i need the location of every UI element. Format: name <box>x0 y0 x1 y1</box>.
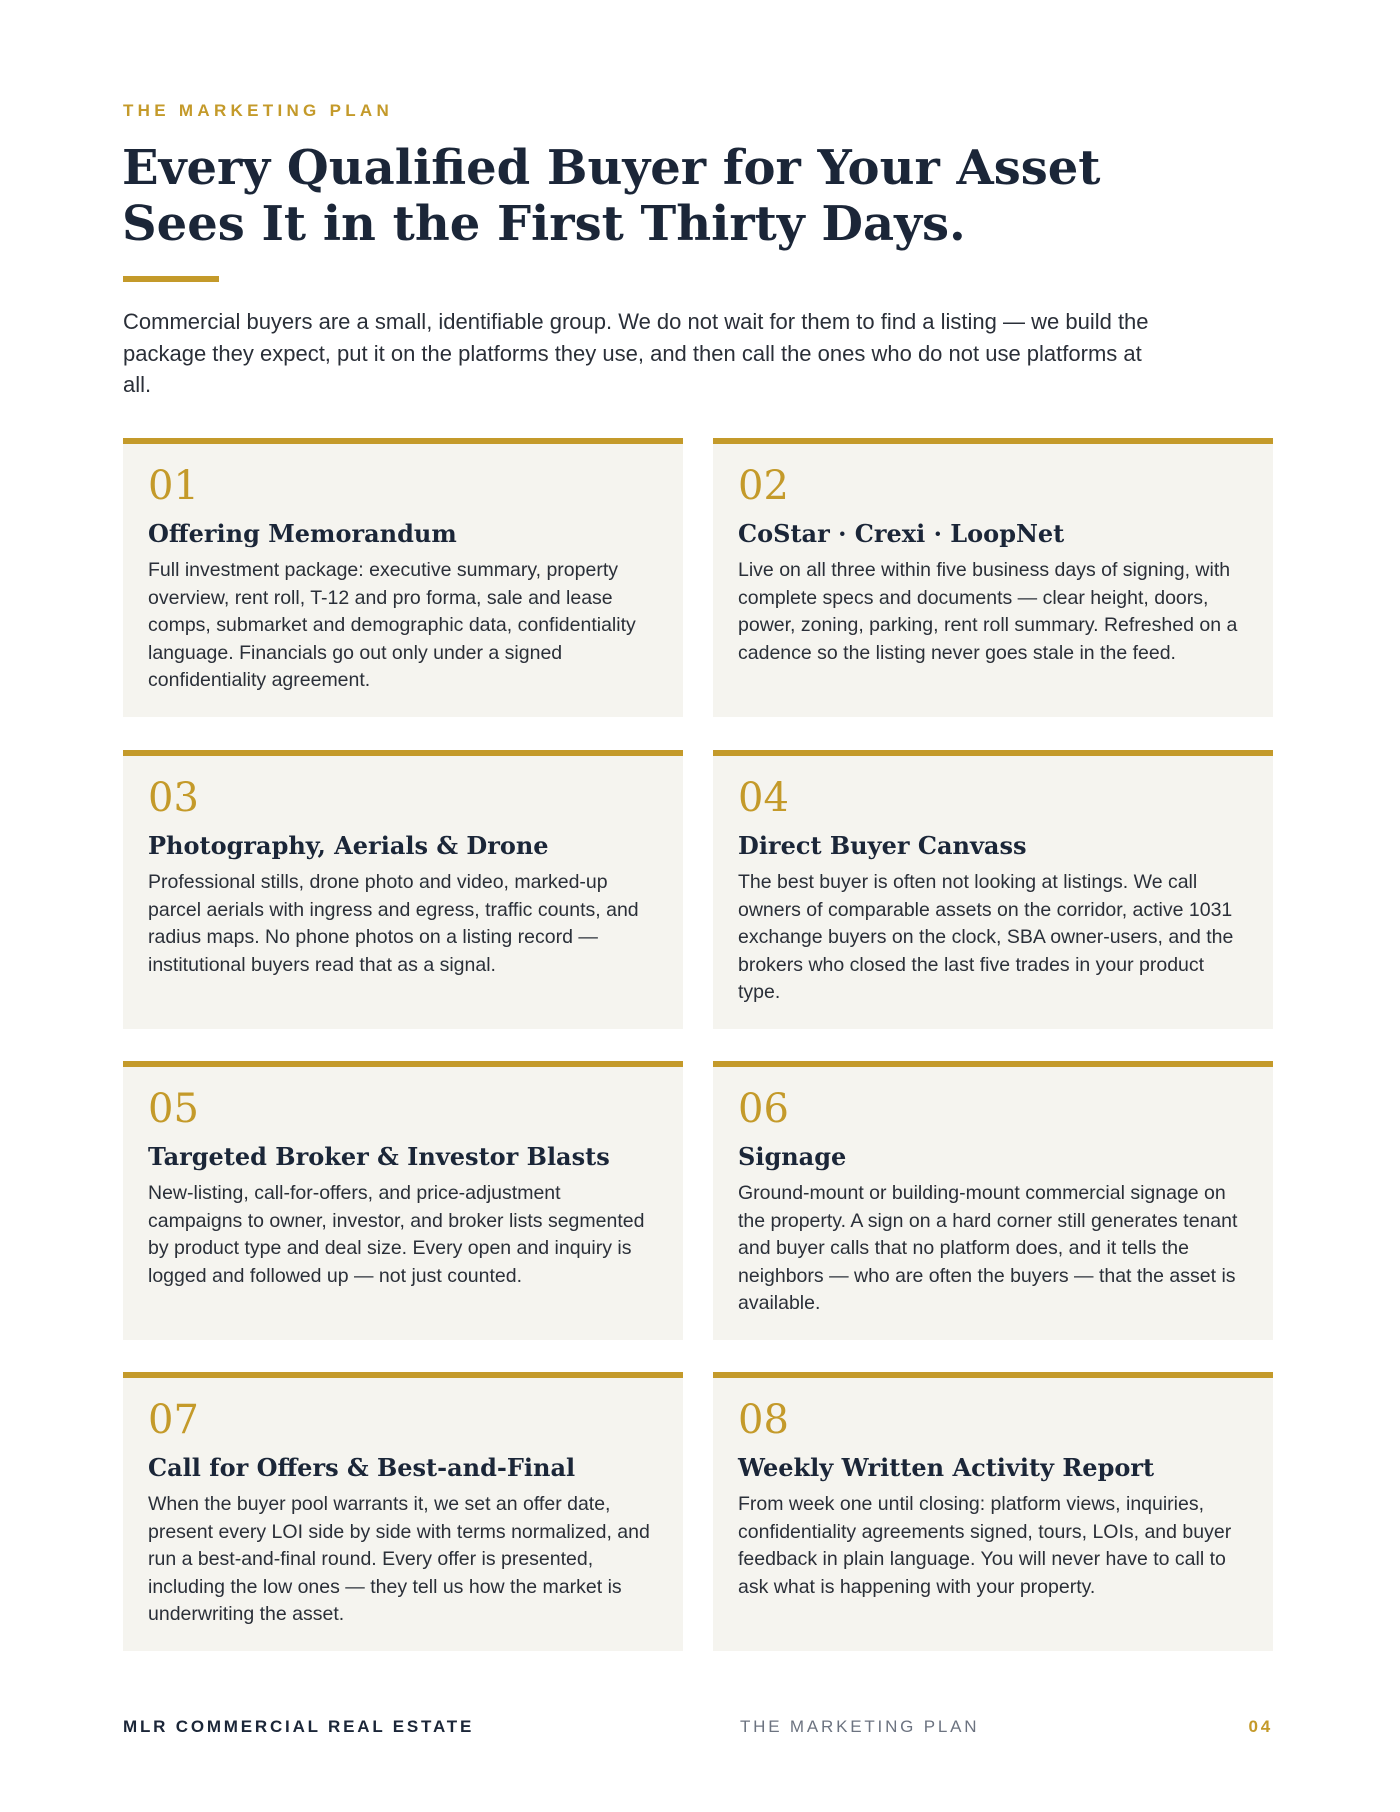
footer-section-name: THE MARKETING PLAN <box>740 1717 980 1736</box>
step-card <box>713 1061 1273 1340</box>
step-card <box>713 438 1273 717</box>
step-card <box>123 438 683 717</box>
step-description: Live on all three within five business days of signing, with complete specs and documents — clear height, doors, power, zoning, parking, rent roll summary. Refreshed on a cadence so the listing never goes stale in the feed. <box>738 559 1238 664</box>
step-number: 04 <box>738 775 789 821</box>
step-card <box>123 1061 683 1340</box>
step-title: Photography, Aerials & Drone <box>148 831 549 860</box>
step-card <box>713 1372 1273 1651</box>
section-eyebrow: THE MARKETING PLAN <box>123 101 394 120</box>
step-title: CoStar · Crexi · LoopNet <box>738 519 1065 548</box>
step-description: Full investment package: executive summary, property overview, rent roll, T-12 and pro forma, sale and lease comps, submarket and demographic data, confidentiality language. Financials go out only under a signed confidentiality agreement. <box>148 559 636 691</box>
page-headline <box>122 140 1122 252</box>
step-title: Call for Offers & Best-and-Final <box>148 1453 576 1482</box>
step-card <box>713 750 1273 1029</box>
intro-paragraph: Commercial buyers are a small, identifiable group. We do not wait for them to find a listing — we build the package they expect, put it on the platforms they use, and then call the ones who do not use platforms at all. <box>123 309 1149 397</box>
step-title: Direct Buyer Canvass <box>738 831 1027 860</box>
step-description: The best buyer is often not looking at listings. We call owners of comparable assets on the corridor, active 1031 exchange buyers on the clock, SBA owner-users, and the brokers who closed the last five trades in your product type. <box>738 871 1234 1003</box>
marketing-steps-grid <box>123 438 1273 1656</box>
step-description: From week one until closing: platform views, inquiries, confidentiality agreements signed, tours, LOIs, and buyer feedback in plain language. You will never have to call to ask what is happening with your property. <box>738 1493 1232 1598</box>
headline-line-2: Sees It in the First Thirty Days. <box>122 196 966 252</box>
step-description: New-listing, call-for-offers, and price-adjustment campaigns to owner, investor, and broker lists segmented by product type and deal size. Every open and inquiry is logged and followed up — not just counted. <box>148 1182 645 1287</box>
headline-line-1: Every Qualified Buyer for Your Asset <box>122 140 1101 196</box>
step-description: Professional stills, drone photo and video, marked-up parcel aerials with ingress and egress, traffic counts, and radius maps. No phone photos on a listing record — institutional buyers read that as a signal. <box>148 871 639 976</box>
step-title: Weekly Written Activity Report <box>738 1453 1155 1482</box>
step-number: 02 <box>738 463 789 509</box>
accent-divider <box>123 276 219 282</box>
step-card <box>123 750 683 1029</box>
step-description: Ground-mount or building-mount commercial signage on the property. A sign on a hard corner still generates tenant and buyer calls that no platform does, and it tells the neighbors — who are often the buyers — that the asset is available. <box>738 1182 1238 1314</box>
step-title: Targeted Broker & Investor Blasts <box>148 1142 610 1171</box>
step-title: Offering Memorandum <box>148 519 457 548</box>
step-number: 01 <box>148 463 199 509</box>
page-number: 04 <box>1248 1717 1273 1736</box>
step-number: 08 <box>738 1397 789 1443</box>
step-number: 03 <box>148 775 199 821</box>
step-number: 07 <box>148 1397 199 1443</box>
footer-brand: MLR COMMERCIAL REAL ESTATE <box>123 1717 475 1736</box>
step-number: 06 <box>738 1086 789 1132</box>
step-description: When the buyer pool warrants it, we set an offer date, present every LOI side by side with terms normalized, and run a best-and-final round. Every offer is presented, including the low ones — they tell us how the market is underwriting the asset. <box>148 1493 650 1625</box>
step-title: Signage <box>738 1142 847 1171</box>
step-card <box>123 1372 683 1651</box>
step-number: 05 <box>148 1086 199 1132</box>
